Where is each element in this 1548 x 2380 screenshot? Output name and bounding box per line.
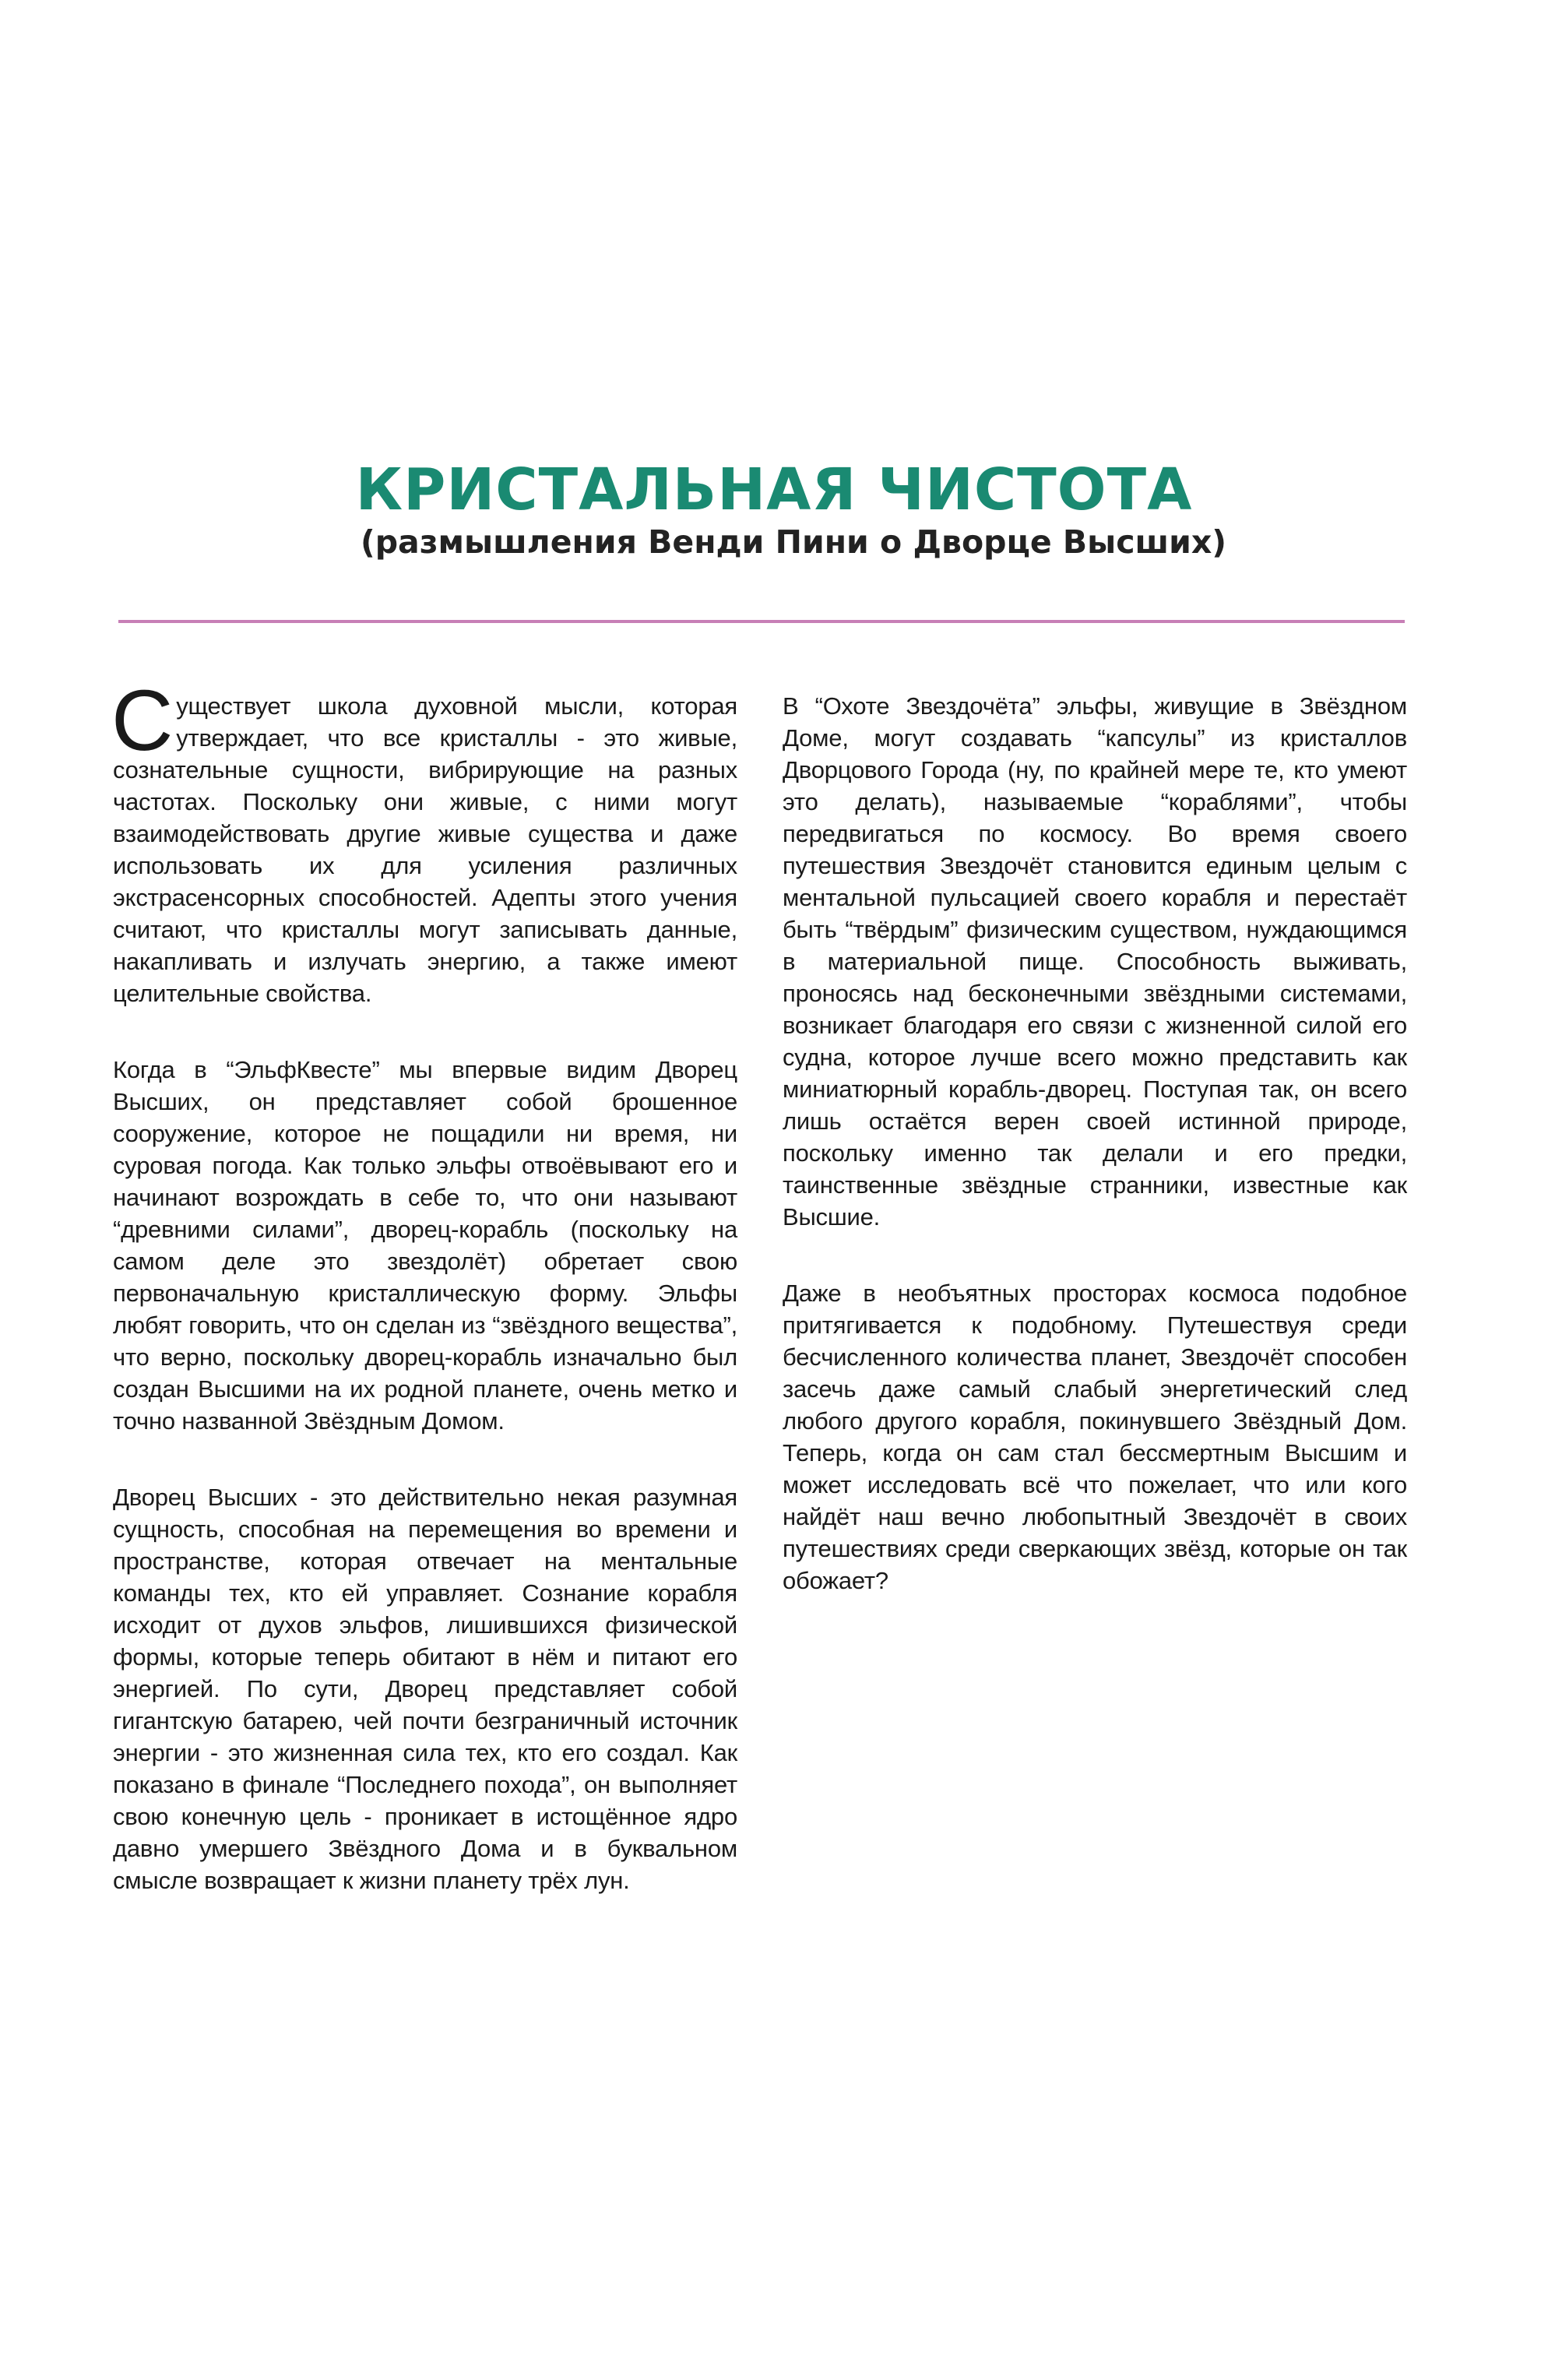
- paragraph-1-text: уществует школа духовной мысли, которая утверждает, что все кристаллы - это живые, сознательные сущности, вибрирующие на разных частотах. Поскольку они живые, с ними могут взаимодействовать другие живые существа и даже использовать их для усиления различных экстрасенсорных способностей. Адепты этого учения считают, что кристаллы могут записывать данные, накапливать и излучать энергию, а также имеют целительные свойства.: [113, 692, 737, 1007]
- left-column: [111, 673, 737, 1941]
- paragraph-4: В “Охоте Звездочёта” эльфы, живущие в Звёздном Доме, могут создавать “капсулы” из кристаллов Дворцового Города (ну, по крайней мере те, кто умеют это делать), называемые “кораблями”, чтобы передвигаться по космосу. Во время своего путешествия Звездочёт становится единым целым с ментальной пульсацией своего корабля и перестаёт быть “твёрдым” физическим существом, нуждающимся в материальной пище. Способность выживать, проносясь над бесконечными звёздными системами, возникает благодаря его связи с жизненной силой его судна, которое лучше всего можно представить как миниатюрный корабль-дворец. Поступая так, он всего лишь остаётся верен своей истинной природе, поскольку именно так делали и его предки, таинственные звёздные странники, известные как Высшие.: [783, 692, 1407, 1230]
- article-title: КРИСТАЛЬНАЯ ЧИСТОТА: [355, 456, 1193, 523]
- paragraph-2: Когда в “ЭльфКвесте” мы впервые видим Дворец Высших, он представляет собой брошенное сооружение, которое не пощадили ни время, ни суровая погода. Как только эльфы отвоёвывают его и начинают возрождать в себе то, что они называют “древними силами”, дворец-корабль (поскольку на самом деле это звездолёт) обретает свою первоначальную кристаллическую форму. Эльфы любят говорить, что он сделан из “звёздного вещества”, что верно, поскольку дворец-корабль изначально был создан Высшими на их родной планете, очень метко и точно названной Звёздным Домом.: [113, 1056, 737, 1435]
- paragraph-1: [111, 673, 737, 1009]
- paragraph-3: Дворец Высших - это действительно некая разумная сущность, способная на перемещения во времени и пространстве, которая отвечает на ментальные команды тех, кто ей управляет. Сознание корабля исходит от духов эльфов, лишившихся физической формы, которые теперь обитают в нём и питают его энергией. По сути, Дворец представляет собой гигантскую батарею, чей почти безграничный источник энергии - это жизненная сила тех, кто его создал. Как показано в финале “Последнего похода”, он выполняет свою конечную цель - проникает в истощённое ядро давно умершего Звёздного Дома и в буквальном смысле возвращает к жизни планету трёх лун.: [113, 1484, 737, 1894]
- article-header: [0, 456, 1548, 561]
- drop-cap: С: [111, 673, 174, 769]
- article-subtitle: (размышления Венди Пини о Дворце Высших): [360, 523, 1227, 561]
- right-column: [783, 690, 1407, 1641]
- header-divider: [118, 620, 1405, 623]
- paragraph-5: Даже в необъятных просторах космоса подобное притягивается к подобному. Путешествуя среди бесчисленного количества планет, Звездочёт способен засечь даже самый слабый энергетический след любого другого корабля, покинувшего Звёздный Дом. Теперь, когда он сам стал бессмертным Высшим и может исследовать всё что пожелает, что или кого найдёт наш вечно любопытный Звездочёт в своих путешествиях среди сверкающих звёзд, которые он так обожает?: [783, 1280, 1407, 1594]
